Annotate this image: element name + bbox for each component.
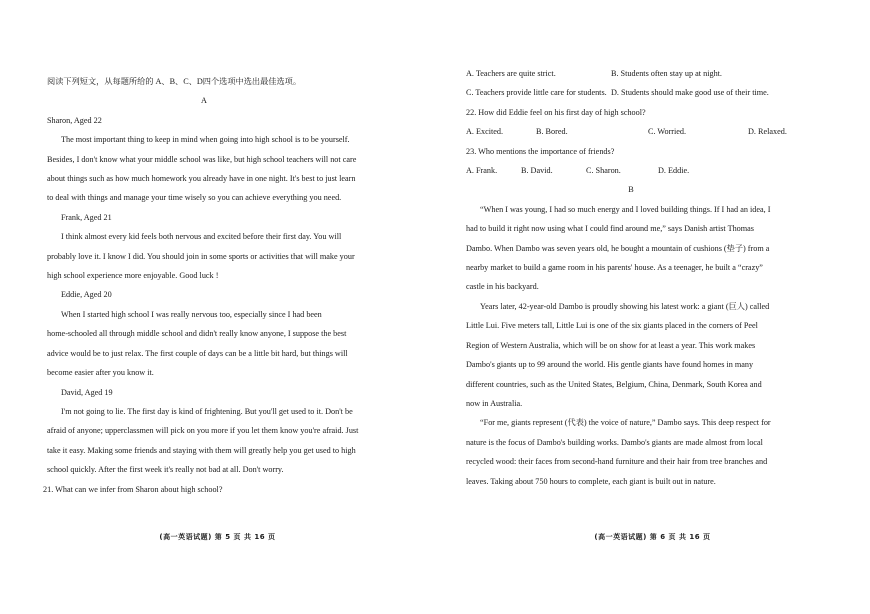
text-line: “When I was young, I had so much energy and I loved building things. If I had an idea, I bbox=[480, 204, 771, 214]
text-line: afraid of anyone; upperclassmen will pick on you more if you let them know you're afraid. Just bbox=[47, 426, 359, 436]
text-line: take it easy. Making some friends and staying with them will greatly help you get used to high bbox=[47, 445, 356, 455]
person-david bbox=[47, 383, 365, 480]
person-frank bbox=[47, 208, 365, 286]
section-a-label: A bbox=[201, 96, 207, 106]
q21-options-row-1 bbox=[466, 64, 796, 83]
text-line: probably love it. I know I did. You should join in some sports or activities that will make your bbox=[47, 251, 355, 261]
right-column bbox=[466, 64, 796, 491]
option-a: A. Excited. bbox=[466, 127, 504, 137]
person-name: David, Aged 19 bbox=[61, 387, 113, 397]
text-line: had to build it right now using what I could find around me,” says Danish artist Thomas bbox=[466, 224, 754, 234]
text-line: I think almost every kid feels both nervous and excited before their first day. You will bbox=[61, 232, 342, 242]
option-b: B. Bored. bbox=[536, 127, 568, 137]
text-line: Region of Western Australia, which will be on show for at least a year. This work makes bbox=[466, 340, 756, 350]
reading-instruction: 阅读下列短文，从每题所给的 A、B、C、D四个选项中选出最佳选项。 bbox=[47, 77, 302, 86]
option-c: C. Worried. bbox=[648, 127, 687, 137]
text-line: about things such as how much homework you already have in one night. It's best to just learn bbox=[47, 174, 356, 184]
text-line: now in Australia. bbox=[466, 398, 523, 408]
option-a: A. Frank. bbox=[466, 166, 498, 176]
option-b: B. Students often stay up at night. bbox=[611, 69, 722, 78]
passage-paragraph-2 bbox=[466, 297, 796, 413]
text-line: recycled wood: their faces from second-hand furniture and their hair from tree branches and bbox=[466, 457, 768, 467]
q22-options bbox=[466, 122, 796, 141]
text-line: Little Lui. Five meters tall, Little Lui is one of the six giants placed in the corners of Peel bbox=[466, 321, 758, 331]
text-line: Dambo. When Dambo was seven years old, he bought a mountain of cushions (垫子) from a bbox=[466, 243, 770, 253]
person-name: Sharon, Aged 22 bbox=[47, 115, 102, 125]
page-footer: (高一英语试题) 第 6 页 共 16 页 bbox=[594, 533, 711, 541]
question-23: 23. Who mentions the importance of friends? bbox=[466, 146, 615, 156]
text-line: I'm not going to lie. The first day is kind of frightening. But you'll get used to it. Don't be bbox=[61, 406, 353, 416]
person-eddie bbox=[47, 285, 365, 382]
option-b: B. David. bbox=[521, 166, 553, 176]
text-line: When I started high school I was really nervous too, especially since I had been bbox=[61, 309, 322, 319]
person-name: Eddie, Aged 20 bbox=[61, 290, 112, 300]
option-d: D. Relaxed. bbox=[748, 127, 787, 137]
text-line: nature is the focus of Dambo's building works. Dambo's giants are made almost from local bbox=[466, 437, 763, 447]
left-column bbox=[43, 72, 365, 499]
q23-options bbox=[466, 161, 796, 180]
option-a: A. Teachers are quite strict. bbox=[466, 69, 556, 78]
option-c: C. Sharon. bbox=[586, 166, 621, 176]
text-line: advice would be to just relax. The first couple of days can be a little bit hard, but things will bbox=[47, 348, 348, 358]
right-page bbox=[435, 0, 870, 614]
q21-options-row-2 bbox=[466, 83, 796, 102]
text-line: Dambo's giants up to 99 around the world. His gentle giants have found homes in many bbox=[466, 360, 754, 370]
person-sharon bbox=[47, 111, 365, 208]
text-line: The most important thing to keep in mind when going into high school is to be yourself. bbox=[61, 135, 350, 145]
text-line: high school experience more enjoyable. Good luck ! bbox=[47, 271, 219, 281]
passage-paragraph-3 bbox=[466, 413, 796, 491]
text-line: leaves. Taking about 750 hours to complete, each giant is built out in nature. bbox=[466, 476, 716, 486]
question-22: 22. How did Eddie feel on his first day of high school? bbox=[466, 107, 646, 117]
person-name: Frank, Aged 21 bbox=[61, 212, 112, 222]
option-d: D. Students should make good use of their time. bbox=[611, 88, 769, 98]
text-line: “For me, giants represent (代表) the voice of nature,” Dambo says. This deep respect for bbox=[480, 418, 771, 428]
text-line: school quickly. After the first week it's really not bad at all. Don't worry. bbox=[47, 465, 284, 475]
page-footer: (高一英语试题) 第 5 页 共 16 页 bbox=[159, 533, 276, 541]
option-c: C. Teachers provide little care for students. bbox=[466, 88, 607, 98]
passage-paragraph-1 bbox=[466, 200, 796, 297]
text-line: home-schooled all through middle school and didn't really know anyone, I suppose the best bbox=[47, 329, 347, 339]
text-line: Besides, I don't know what your middle school was like, but high school teachers will not care bbox=[47, 154, 357, 164]
text-line: different countries, such as the United States, Belgium, China, Denmark, South Korea and bbox=[466, 379, 762, 389]
text-line: castle in his backyard. bbox=[466, 282, 539, 292]
text-line: to deal with things and manage your time wisely so you can achieve everything you need. bbox=[47, 193, 342, 203]
text-line: Years later, 42-year-old Dambo is proudly showing his latest work: a giant (巨人) called bbox=[480, 301, 770, 311]
option-d: D. Eddie. bbox=[658, 166, 690, 176]
section-b-label: B bbox=[628, 185, 634, 195]
question-21: 21. What can we infer from Sharon about high school? bbox=[43, 484, 223, 494]
text-line: become easier after you know it. bbox=[47, 368, 154, 378]
text-line: nearby market to build a game room in his parents' house. As a teenager, he built a “crazy” bbox=[466, 263, 763, 273]
